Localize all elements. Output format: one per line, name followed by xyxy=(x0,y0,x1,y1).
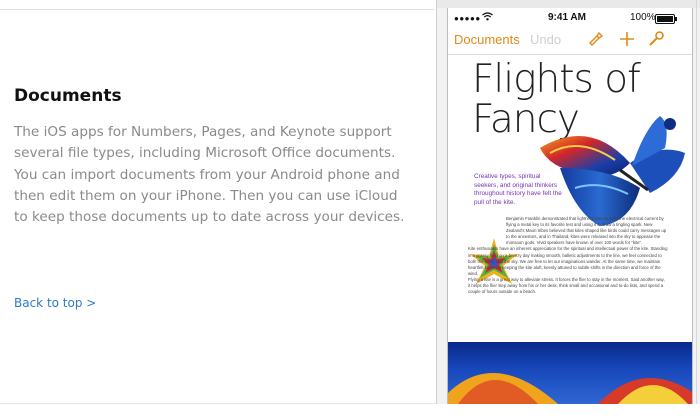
documents-section xyxy=(14,86,414,228)
signal-strength: ●●●●● xyxy=(454,14,481,23)
status-time: 9:41 AM xyxy=(548,12,586,23)
top-divider xyxy=(0,9,434,10)
battery-percent: 100% xyxy=(630,12,656,23)
phone-bezel xyxy=(437,0,700,8)
document-title-line2: Fancy xyxy=(472,97,579,142)
pull-quote: Creative types, spiritual seekers, and original thinkers throughout history have felt the pull of the kite. xyxy=(474,173,562,207)
phone-edge xyxy=(696,0,697,404)
body-paragraph-3: Flying a kite is a great way to alleviate stress. It forces the flier to stay in the moment. Said another way, it helps the flier step away from his or her desk, think small and occasional and to-do lists, and spend a couple of hours outside on a beach. xyxy=(468,276,665,295)
wrench-icon[interactable] xyxy=(647,30,665,53)
documents-button[interactable]: Documents xyxy=(454,32,520,47)
document-title-line1: Flights of xyxy=(472,57,640,102)
add-icon[interactable] xyxy=(618,30,636,53)
section-description: The iOS apps for Numbers, Pages, and Keynote support several file types, including Microsoft Office documents. You can import documents from your Android phone and then edit them on your iPhone. Then you can use iCloud to keep those documents up to date across your devices. xyxy=(14,124,405,226)
back-to-top-link[interactable]: Back to top > xyxy=(14,296,97,310)
body-paragraph-2: Kite enthusiasts have an inherent appreciation for the spiritual and intellectual power of the kite. Standing in a grassy field on a breezy day making smooth, balletic adjustments to the line, we feel connected to both the earth and the sky. We are free to let our imaginations wander. At the same time, we maintain heartfelt focus on keeping the kite aloft, keenly attuned to subtle shifts in the direction and force of the wind. xyxy=(468,246,668,276)
pages-toolbar xyxy=(448,28,692,55)
battery-icon xyxy=(655,14,675,24)
format-brush-icon[interactable] xyxy=(586,30,604,53)
balloon-image xyxy=(448,342,692,404)
undo-button[interactable]: Undo xyxy=(530,32,562,47)
section-heading: Documents xyxy=(14,86,122,106)
wifi-icon xyxy=(482,12,493,24)
body-paragraph-1: Benjamin Franklin demonstrated that lightning was an airborne electrical current by flying a metal key to its favorite test and using it to draw a tingling spark. New Zealand's Maori tribes believed that kites shaped like birds could carry messages up to the ancestors, and in Thailand, kites were released into the sky to appease the monsoon gods. Vivid speakers have known of over 100 words for "kite". xyxy=(506,216,667,246)
status-bar xyxy=(448,8,692,28)
document-body xyxy=(468,216,668,295)
phone-screen xyxy=(447,8,693,404)
iphone-mockup xyxy=(436,0,700,404)
